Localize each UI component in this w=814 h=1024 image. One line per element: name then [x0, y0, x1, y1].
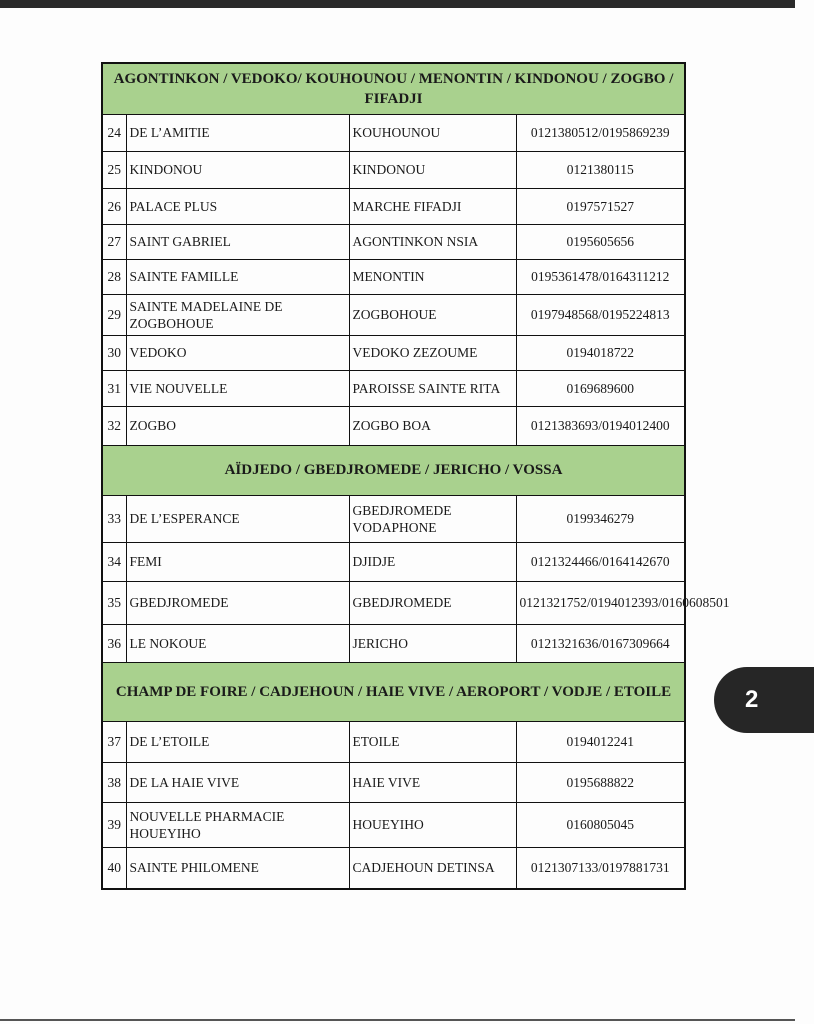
row-number: 24 — [102, 114, 126, 151]
page-number: 2 — [745, 686, 759, 713]
pharmacy-name: VEDOKO — [126, 335, 349, 370]
table-row — [102, 188, 685, 224]
section-title: AGONTINKON / VEDOKO/ KOUHOUNOU / MENONTIN / KINDONOU / ZOGBO / FIFADJI — [102, 63, 685, 114]
pharmacy-phone: 0195361478/0164311212 — [516, 259, 685, 294]
row-number: 36 — [102, 624, 126, 662]
pharmacy-location: VEDOKO ZEZOUME — [349, 335, 516, 370]
pharmacy-phone: 0121383693/0194012400 — [516, 406, 685, 445]
section-header — [102, 662, 685, 721]
table-row — [102, 406, 685, 445]
pharmacy-phone: 0197948568/0195224813 — [516, 294, 685, 335]
pharmacy-phone: 0195688822 — [516, 762, 685, 802]
pharmacy-phone: 0194018722 — [516, 335, 685, 370]
pharmacy-phone: 0169689600 — [516, 370, 685, 406]
pharmacy-name: SAINTE MADELAINE DE ZOGBOHOUE — [126, 294, 349, 335]
pharmacy-name: VIE NOUVELLE — [126, 370, 349, 406]
page-number-badge[interactable] — [714, 667, 814, 733]
section-header — [102, 445, 685, 495]
pharmacy-name: PALACE PLUS — [126, 188, 349, 224]
bottom-divider — [0, 1019, 795, 1021]
pharmacy-phone: 0121380512/0195869239 — [516, 114, 685, 151]
row-number: 26 — [102, 188, 126, 224]
row-number: 27 — [102, 224, 126, 259]
row-number: 38 — [102, 762, 126, 802]
pharmacy-location: HAIE VIVE — [349, 762, 516, 802]
table-row — [102, 259, 685, 294]
row-number: 40 — [102, 847, 126, 889]
pharmacy-name: NOUVELLE PHARMACIE HOUEYIHO — [126, 802, 349, 847]
pharmacy-location: MARCHE FIFADJI — [349, 188, 516, 224]
table-row — [102, 294, 685, 335]
pharmacy-location: GBEDJROMEDE VODAPHONE — [349, 495, 516, 542]
table-row — [102, 224, 685, 259]
row-number: 30 — [102, 335, 126, 370]
row-number: 29 — [102, 294, 126, 335]
table-row — [102, 802, 685, 847]
table-row — [102, 335, 685, 370]
pharmacy-location: JERICHO — [349, 624, 516, 662]
table-row — [102, 847, 685, 889]
top-bar — [0, 0, 795, 8]
row-number: 35 — [102, 581, 126, 624]
pharmacy-location: HOUEYIHO — [349, 802, 516, 847]
table-row — [102, 114, 685, 151]
pharmacy-location: ZOGBOHOUE — [349, 294, 516, 335]
pharmacy-name: KINDONOU — [126, 151, 349, 188]
table-row — [102, 370, 685, 406]
table-row — [102, 762, 685, 802]
pharmacy-name: DE L’ETOILE — [126, 721, 349, 762]
row-number: 34 — [102, 542, 126, 581]
pharmacy-name: DE LA HAIE VIVE — [126, 762, 349, 802]
table-row — [102, 495, 685, 542]
row-number: 32 — [102, 406, 126, 445]
pharmacy-location: KINDONOU — [349, 151, 516, 188]
pharmacy-location: MENONTIN — [349, 259, 516, 294]
pharmacy-name: FEMI — [126, 542, 349, 581]
row-number: 28 — [102, 259, 126, 294]
pharmacy-location: ZOGBO BOA — [349, 406, 516, 445]
pharmacy-location: GBEDJROMEDE — [349, 581, 516, 624]
pharmacy-phone: 0121324466/0164142670 — [516, 542, 685, 581]
pharmacy-location: DJIDJE — [349, 542, 516, 581]
row-number: 31 — [102, 370, 126, 406]
pharmacy-name: DE L’AMITIE — [126, 114, 349, 151]
pharmacy-name: SAINTE PHILOMENE — [126, 847, 349, 889]
pharmacy-name: LE NOKOUE — [126, 624, 349, 662]
pharmacy-phone: 0197571527 — [516, 188, 685, 224]
pharmacy-table — [101, 62, 730, 890]
row-number: 39 — [102, 802, 126, 847]
table-row — [102, 624, 685, 662]
pharmacy-phone: 0121321636/0167309664 — [516, 624, 685, 662]
pharmacy-phone: 0121321752/0194012393/0160608501 — [516, 581, 685, 624]
pharmacy-phone: 0195605656 — [516, 224, 685, 259]
row-number: 25 — [102, 151, 126, 188]
pharmacy-location: AGONTINKON NSIA — [349, 224, 516, 259]
table-row — [102, 721, 685, 762]
row-number: 33 — [102, 495, 126, 542]
section-header — [102, 63, 685, 114]
pharmacy-phone: 0160805045 — [516, 802, 685, 847]
pharmacy-phone: 0121307133/0197881731 — [516, 847, 685, 889]
table-row — [102, 581, 685, 624]
table-row — [102, 151, 685, 188]
pharmacy-phone: 0121380115 — [516, 151, 685, 188]
pharmacy-name: SAINT GABRIEL — [126, 224, 349, 259]
pharmacy-name: DE L’ESPERANCE — [126, 495, 349, 542]
pharmacy-location: ETOILE — [349, 721, 516, 762]
pharmacy-phone: 0199346279 — [516, 495, 685, 542]
row-number: 37 — [102, 721, 126, 762]
pharmacy-location: PAROISSE SAINTE RITA — [349, 370, 516, 406]
pharmacy-location: KOUHOUNOU — [349, 114, 516, 151]
pharmacy-phone: 0194012241 — [516, 721, 685, 762]
section-title: CHAMP DE FOIRE / CADJEHOUN / HAIE VIVE / AEROPORT / VODJE / ETOILE — [102, 662, 685, 721]
pharmacy-name: GBEDJROMEDE — [126, 581, 349, 624]
table-row — [102, 542, 685, 581]
section-title: AÏDJEDO / GBEDJROMEDE / JERICHO / VOSSA — [102, 445, 685, 495]
pharmacy-name: SAINTE FAMILLE — [126, 259, 349, 294]
pharmacy-name: ZOGBO — [126, 406, 349, 445]
pharmacy-location: CADJEHOUN DETINSA — [349, 847, 516, 889]
